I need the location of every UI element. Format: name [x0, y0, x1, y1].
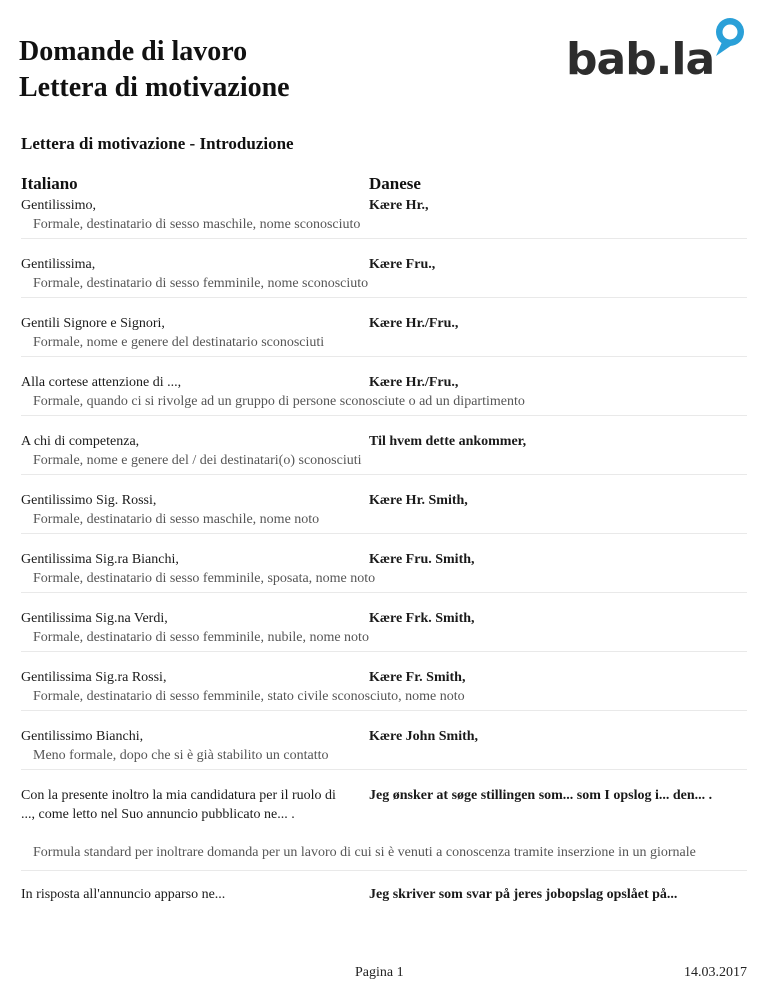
row-divider: [21, 356, 747, 357]
italian-phrase: Gentilissima,: [21, 257, 96, 272]
phrase-row: [0, 373, 768, 432]
phrase-row: [0, 196, 768, 255]
italian-phrase: Gentili Signore e Signori,: [21, 316, 165, 331]
row-divider: [21, 870, 747, 871]
row-divider: [21, 238, 747, 239]
phrase-row: [0, 432, 768, 491]
phrase-row: [0, 885, 768, 925]
page-title-line1: Domande di lavoro: [19, 36, 248, 67]
page-number: Pagina 1: [355, 965, 404, 980]
usage-note: Formale, destinatario di sesso femminile, stato civile sconosciuto, nome noto: [33, 689, 465, 704]
phrase-row: [0, 786, 768, 885]
row-divider: [21, 592, 747, 593]
italian-phrase: Gentilissimo Sig. Rossi,: [21, 493, 157, 508]
usage-note: Formale, destinatario di sesso femminile, nubile, nome noto: [33, 630, 369, 645]
danish-phrase: Til hvem dette ankommer,: [369, 434, 527, 449]
usage-note: Formula standard per inoltrare domanda per un lavoro di cui si è venuti a conoscenza tramite inserzione in un giornale: [33, 845, 696, 860]
row-divider: [21, 533, 747, 534]
italian-phrase: Gentilissima Sig.ra Bianchi,: [21, 552, 179, 567]
danish-phrase: Kære Hr.,: [369, 198, 429, 213]
danish-phrase: Kære Hr. Smith,: [369, 493, 468, 508]
column-header-italian: Italiano: [21, 174, 78, 193]
danish-phrase: Kære Hr./Fru.,: [369, 316, 459, 331]
row-divider: [21, 297, 747, 298]
italian-phrase: Gentilissima Sig.ra Rossi,: [21, 670, 167, 685]
logo-text: bab.la: [566, 34, 715, 80]
usage-note: Formale, nome e genere del destinatario sconosciuti: [33, 335, 325, 350]
row-divider: [21, 415, 747, 416]
usage-note: Meno formale, dopo che si è già stabilito un contatto: [33, 748, 329, 763]
danish-phrase: Jeg ønsker at søge stillingen som... som I opslog i... den... .: [369, 788, 713, 803]
italian-phrase: Gentilissima Sig.na Verdi,: [21, 611, 168, 626]
danish-phrase: Kære Hr./Fru.,: [369, 375, 459, 390]
row-divider: [21, 710, 747, 711]
italian-phrase: Con la presente inoltro la mia candidatura per il ruolo di ..., come letto nel Suo annuncio pubblicato ne... .: [21, 788, 336, 822]
section-title: Lettera di motivazione - Introduzione: [21, 134, 294, 153]
page-title: [19, 34, 290, 106]
phrase-row: [0, 668, 768, 727]
danish-phrase: Jeg skriver som svar på jeres jobopslag opslået på...: [369, 887, 678, 902]
phrase-row: [0, 609, 768, 668]
row-divider: [21, 474, 747, 475]
danish-phrase: Kære Fru.,: [369, 257, 436, 272]
column-header-danish: Danese: [369, 174, 421, 193]
italian-phrase: In risposta all'annuncio apparso ne...: [21, 887, 226, 902]
phrase-row: [0, 314, 768, 373]
footer-date: 14.03.2017: [684, 965, 747, 980]
phrase-row: [0, 491, 768, 550]
italian-phrase: A chi di competenza,: [21, 434, 140, 449]
danish-phrase: Kære John Smith,: [369, 729, 479, 744]
usage-note: Formale, destinatario di sesso maschile, nome noto: [33, 512, 320, 527]
usage-note: Formale, nome e genere del / dei destinatari(o) sconosciuti: [33, 453, 362, 468]
italian-phrase: Gentilissimo,: [21, 198, 97, 213]
danish-phrase: Kære Frk. Smith,: [369, 611, 475, 626]
usage-note: Formale, destinatario di sesso femminile, sposata, nome noto: [33, 571, 376, 586]
speech-bubble-icon: [716, 18, 744, 56]
phrase-row: [0, 727, 768, 786]
page-title-line2: Lettera di motivazione: [19, 72, 290, 103]
row-divider: [21, 651, 747, 652]
italian-phrase: Gentilissimo Bianchi,: [21, 729, 144, 744]
danish-phrase: Kære Fr. Smith,: [369, 670, 466, 685]
italian-phrase: Alla cortese attenzione di ...,: [21, 375, 182, 390]
phrase-row: [0, 255, 768, 314]
row-divider: [21, 769, 747, 770]
phrase-row: [0, 550, 768, 609]
babla-logo: [566, 16, 750, 80]
danish-phrase: Kære Fru. Smith,: [369, 552, 475, 567]
usage-note: Formale, destinatario di sesso maschile, nome sconosciuto: [33, 217, 361, 232]
usage-note: Formale, destinatario di sesso femminile, nome sconosciuto: [33, 276, 369, 291]
usage-note: Formale, quando ci si rivolge ad un gruppo di persone sconosciute o ad un dipartimento: [33, 394, 525, 409]
